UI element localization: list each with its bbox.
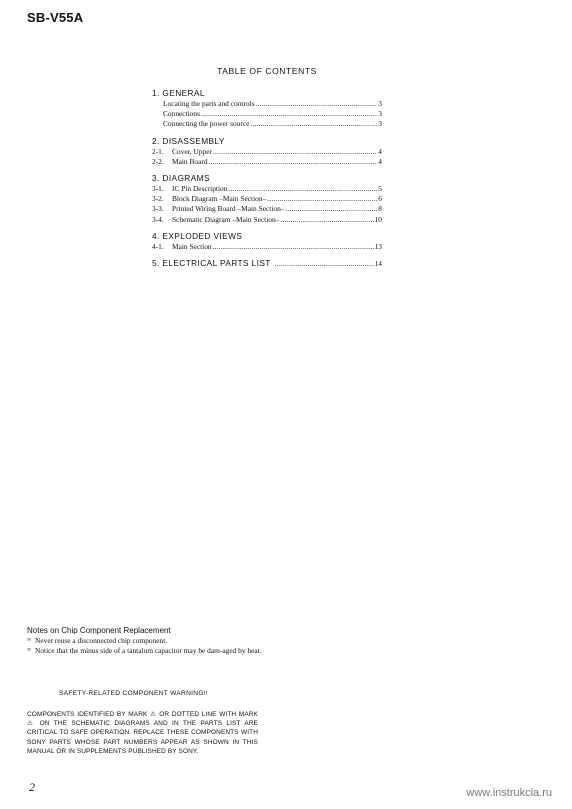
entry-label: Locating the parts and controls (163, 99, 255, 108)
chip-replacement-notes (27, 625, 267, 656)
entry-page: 5 (378, 184, 382, 194)
note-text: Notice that the minus side of a tantalum capacitor may be dam-aged by heat. (35, 645, 262, 655)
toc-section-disassembly (152, 136, 382, 167)
entry-number: 2-1. (152, 146, 164, 156)
page-number: 2 (29, 780, 35, 794)
bullet-icon: ∞ (27, 646, 32, 653)
entry-number: 3-4. (152, 214, 164, 224)
safety-warning-body: COMPONENTS IDENTIFIED BY MARK ⚠ OR DOTTED LINE WITH MARK ⚠ ON THE SCHEMATIC DIAGRAMS AND IN THE PARTS LIST ARE CRITICAL TO SAFE OPERATION. REPLACE THESE COMPONENTS WITH SONY PARTS WHOSE PART NUMBERS APPEAR AS SHOWN IN THIS MANUAL OR IN SUPPLEMENTS PUBLISHED BY SONY. (27, 711, 258, 755)
entry-page: 14 (374, 259, 382, 269)
bullet-icon: ∞ (27, 637, 32, 643)
watermark-link[interactable]: www.instrukcia.ru (466, 787, 552, 799)
entry-label: Schematic Diagram –Main Section– (172, 214, 280, 224)
entry-label: Cover, Upper (172, 146, 212, 156)
entry-page: 3 (378, 109, 382, 119)
notes-title: Notes on Chip Component Replacement (27, 626, 171, 635)
entry-number: 3-3. (152, 204, 164, 214)
toc-entry[interactable] (152, 119, 382, 129)
entry-number: 3-1. (152, 184, 164, 194)
safety-warning-title: SAFETY-RELATED COMPONENT WARNING!! (59, 690, 209, 697)
toc-entry[interactable] (152, 258, 382, 269)
section-title: 4. EXPLODED VIEWS (152, 230, 243, 241)
toc-section-general (152, 88, 382, 130)
entry-label: Printed Wiring Board –Main Section– (172, 204, 285, 214)
entry-page: 10 (374, 214, 382, 224)
entry-number: 4-1. (152, 241, 164, 251)
entry-label: Main Board (172, 156, 208, 166)
section-title: 3. DIAGRAMS (152, 173, 210, 184)
note-text: Never reuse a disconnected chip component. (35, 636, 168, 645)
toc-entry[interactable] (152, 204, 382, 214)
toc-entry[interactable] (152, 109, 382, 119)
section-title: 2. DISASSEMBLY (152, 135, 225, 146)
entry-page: 13 (374, 241, 382, 251)
section-title: 1. GENERAL (152, 88, 205, 98)
entry-label: IC Pin Description (172, 184, 228, 194)
entry-label: Connecting the power source (163, 119, 250, 129)
toc-entry[interactable] (152, 215, 382, 225)
table-of-contents (152, 88, 382, 275)
toc-section-diagrams (152, 173, 382, 225)
entry-page: 8 (378, 204, 382, 214)
toc-entry[interactable] (152, 184, 382, 194)
entry-page: 3 (378, 99, 382, 108)
entry-number: 3-2. (152, 194, 164, 204)
section-title: 5. ELECTRICAL PARTS LIST (152, 258, 271, 269)
entry-page: 3 (378, 119, 382, 129)
note-item (27, 646, 267, 656)
toc-title: TABLE OF CONTENTS (217, 66, 317, 76)
entry-number: 2-2. (152, 156, 164, 166)
note-item (27, 636, 267, 646)
entry-label: Block Diagram –Main Section– (172, 194, 267, 204)
entry-page: 6 (378, 194, 382, 204)
toc-section-electrical-parts-list (152, 258, 382, 269)
toc-entry[interactable] (152, 194, 382, 204)
entry-page: 4 (378, 156, 382, 166)
entry-label: Main Section (172, 241, 212, 251)
entry-label: Connections (163, 109, 200, 119)
model-header: SB-V55A (27, 10, 84, 25)
toc-entry[interactable] (152, 242, 382, 252)
toc-entry[interactable] (152, 157, 382, 167)
entry-page: 4 (378, 146, 382, 156)
toc-section-exploded-views (152, 231, 382, 252)
toc-entry[interactable] (152, 99, 382, 109)
toc-entry[interactable] (152, 147, 382, 157)
